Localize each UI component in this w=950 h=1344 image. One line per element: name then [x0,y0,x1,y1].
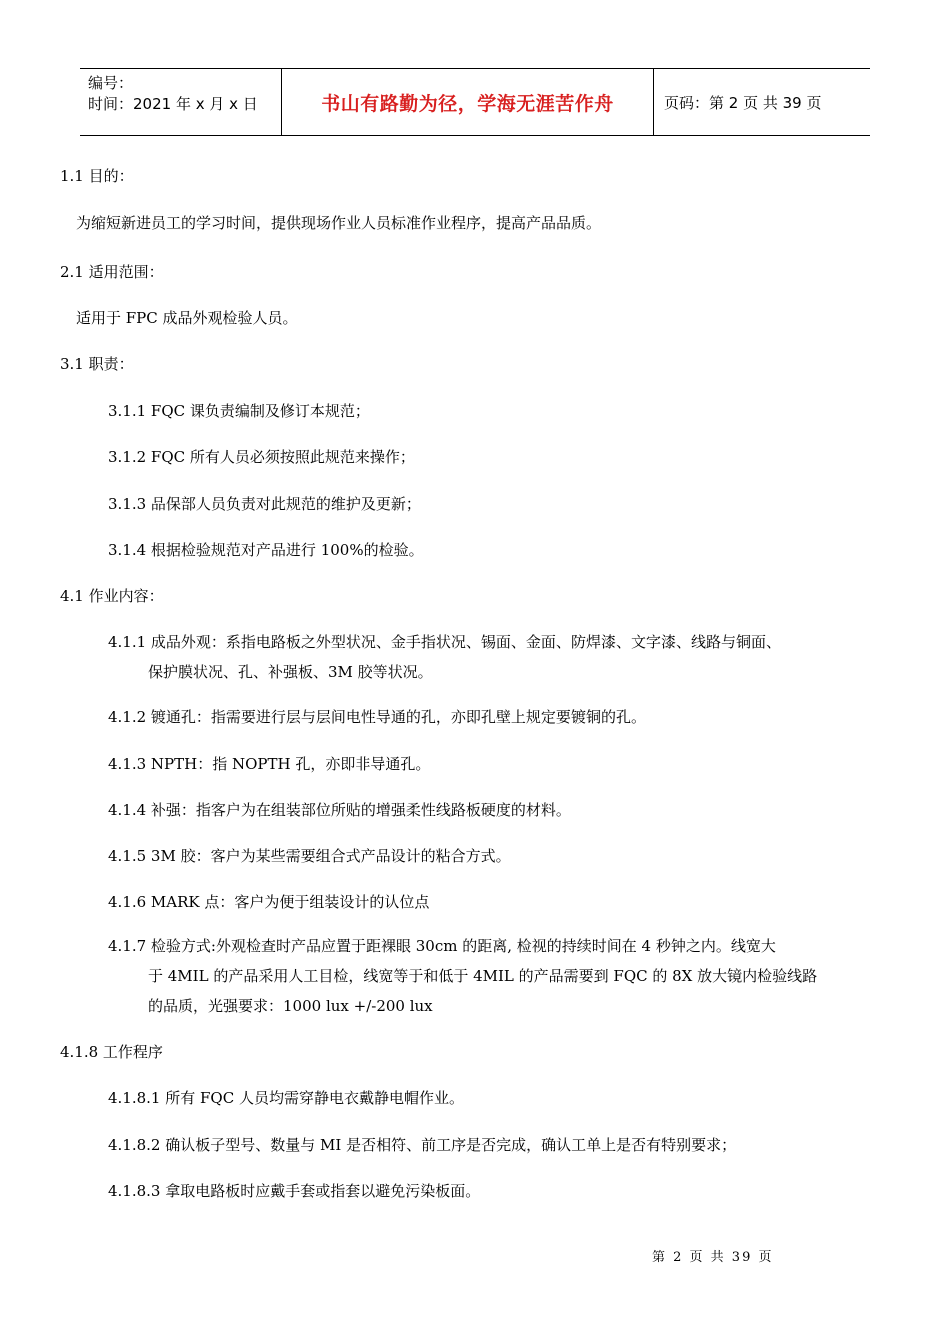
section-heading-duties: 3.1 职责： [60,355,134,373]
section-text-purpose: 为缩短新进员工的学习时间，提供现场作业人员标准作业程序，提高产品品质。 [76,214,602,232]
work-item: 4.1.4 补强：指客户为在组装部位所贴的增强柔性线路板硬度的材料。 [108,801,571,819]
work-item: 4.1.6 MARK 点：客户为便于组装设计的认位点 [108,893,430,911]
work-item: 4.1.3 NPTH：指 NOPTH 孔，亦即非导通孔。 [108,755,431,773]
document-number-label: 编号： [88,74,134,92]
procedure-item: 4.1.8.3 拿取电路板时应戴手套或指套以避免污染板面。 [108,1182,481,1200]
duty-item: 3.1.3 品保部人员负责对此规范的维护及更新； [108,495,421,513]
document-time-label: 时间：2021 年 x 月 x 日 [88,95,258,113]
duty-item: 3.1.4 根据检验规范对产品进行 100%的检验。 [108,541,424,559]
duty-item: 3.1.1 FQC 课负责编制及修订本规范； [108,402,370,420]
page-header [80,68,870,136]
work-item-continued: 于 4MIL 的产品采用人工目检，线宽等于和低于 4MIL 的产品需要到 FQC 的 8X 放大镜内检验线路 [148,967,818,985]
duty-item: 3.1.2 FQC 所有人员必须按照此规范来操作； [108,448,415,466]
header-motto-cell [282,69,654,135]
section-heading-procedure: 4.1.8 工作程序 [60,1043,163,1061]
page-footer: 第 2 页 共 39 页 [652,1250,774,1265]
header-page-cell [654,69,870,135]
header-motto: 书山有路勤为径，学海无涯苦作舟 [321,92,614,115]
section-heading-work-content: 4.1 作业内容： [60,587,164,605]
section-text-scope: 适用于 FPC 成品外观检验人员。 [76,309,298,327]
work-item: 4.1.5 3M 胶：客户为某些需要组合式产品设计的粘合方式。 [108,847,511,865]
procedure-item: 4.1.8.2 确认板子型号、数量与 MI 是否相符、前工序是否完成，确认工单上是否有特别要求； [108,1136,737,1154]
header-page-number: 页码：第 2 页 共 39 页 [664,93,822,112]
work-item-continued: 的品质，光强要求：1000 lux +/-200 lux [148,997,433,1015]
section-heading-scope: 2.1 适用范围： [60,263,164,281]
section-heading-purpose: 1.1 目的： [60,167,134,185]
header-info-cell [80,69,282,135]
work-item-continued: 保护膜状况、孔、补强板、3M 胶等状况。 [148,663,433,681]
work-item: 4.1.7 检验方式:外观检查时产品应置于距裸眼 30cm 的距离, 检视的持续时间在 4 秒钟之内。线宽大 [108,937,776,955]
procedure-item: 4.1.8.1 所有 FQC 人员均需穿静电衣戴静电帽作业。 [108,1089,464,1107]
work-item: 4.1.2 镀通孔：指需要进行层与层间电性导通的孔，亦即孔壁上规定要镀铜的孔。 [108,708,646,726]
work-item: 4.1.1 成品外观：系指电路板之外型状况、金手指状况、锡面、金面、防焊漆、文字漆、线路与铜面、 [108,633,781,651]
